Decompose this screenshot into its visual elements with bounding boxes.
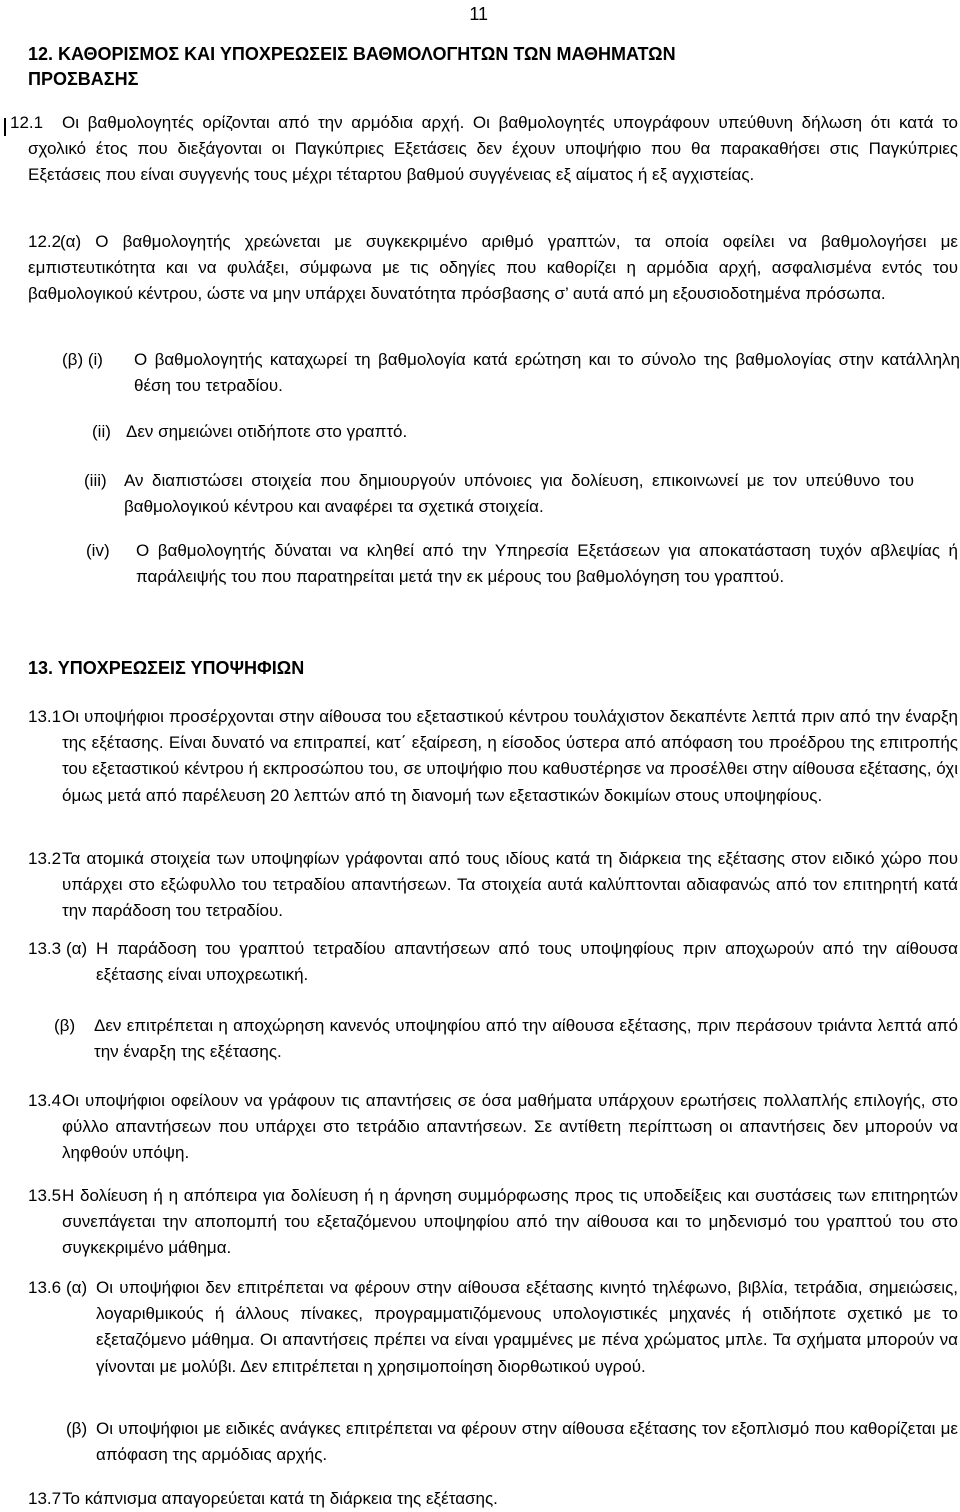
change-bar [4,118,6,136]
para-12-1-number: 12.1 [10,113,44,132]
para-12-2-b-i-text: Ο βαθμολογητής καταχωρεί τη βαθμολογία κατά ερώτηση και το σύνολο της βαθμολογίας στην κατάλληλη θέση του τετραδίου. [134,350,960,396]
para-13-3-a-text: Η παράδοση του γραπτού τετραδίου απαντήσεων από τους υποψηφίους πριν αποχωρούν από την αίθουσα εξέτασης είναι υποχρεωτική. [96,939,958,985]
para-13-5-text: Η δολίευση ή η απόπειρα για δολίευση ή η άρνηση συμμόρφωσης προς τις υποδείξεις και συστάσεις των επιτηρητών συνεπάγεται την αποπομπή του εξεταζόμενου υποψηφίου από την αίθουσα και το μηδενισμό του γραπτού του στο συγκεκριμένο μάθημα. [62,1186,958,1258]
para-13-2-number: 13.2 [28,849,62,868]
para-12-2-b-iii-text: Αν διαπιστώσει στοιχεία που δημιουργούν υπόνοιες για δολίευση, επικοινωνεί με τον υπεύθυνο του βαθμολογικού κέντρου και αναφέρει τα σχετικά στοιχεία. [124,471,914,517]
page-number: 11 [469,4,488,24]
para-13-2-text: Τα ατομικά στοιχεία των υποψηφίων γράφονται από τους ιδίους κατά τη διάρκεια της εξέτασης στον ειδικό χώρο που υπάρχει στο εξώφυλλο του τετραδίου απαντήσεων. Τα στοιχεία αυτά καλύπτονται αδιαφανώς από τον επιτηρητή κατά την παράδοση του τετραδίου. [62,849,958,921]
para-13-1-text: Οι υποψήφιοι προσέρχονται στην αίθουσα του εξεταστικού κέντρου τουλάχιστον δεκαπέντε λεπτά πριν από την έναρξη της εξέτασης. Είναι δυνατό να επιτραπεί, κατ΄ εξαίρεση, η είσοδος ύστερα από απόφαση του προέδρου της επιτροπής του εξεταστικού κέντρου ή εκπροσώπου του, σε υποψήφιο που καθυστέρησε να προσέλθει στην αίθουσα εξέτασης, όχι όμως μετά από παρέλευση 20 λεπτών από τη διανομή των εξεταστικών δοκιμίων στους υποψηφίους. [62,707,958,805]
para-13-4-number: 13.4 [28,1091,62,1110]
section-13-title: 13. ΥΠΟΧΡΕΩΣΕΙΣ ΥΠΟΨΗΦΙΩΝ [28,658,305,678]
para-13-5-number: 13.5 [28,1186,62,1205]
para-12-2-b-iv-text: Ο βαθμολογητής δύναται να κληθεί από την Υπηρεσία Εξετάσεων για αποκατάσταση τυχόν αβλεψίας ή παράλειψής του που παρατηρείται μετά την εκ μέρους του βαθμολόγηση του γραπτού. [136,541,958,587]
para-13-3-a-label: (α) [66,939,88,958]
para-13-3-b-label: (β) [54,1016,76,1035]
para-13-7-number: 13.7 [28,1489,62,1508]
para-13-3-number: 13.3 [28,939,62,958]
para-13-6-a-text: Οι υποψήφιοι δεν επιτρέπεται να φέρουν στην αίθουσα εξέτασης κινητό τηλέφωνο, βιβλία, τετράδια, σημειώσεις, λογαριθμικούς ή άλλους πίνακες, προγραμματιζόμενους υπολογιστικές μηχανές ή οτιδήποτε σχετικό με το εξεταζόμενο μάθημα. Οι απαντήσεις πρέπει να είναι γραμμένες με πένα χρώματος μπλε. Τα σχήματα μπορούν να γίνονται με μολύβι. Δεν επιτρέπεται η χρησιμοποίηση διορθωτικού υγρού. [96,1278,958,1376]
para-13-6-number: 13.6 [28,1278,62,1297]
para-13-1-number: 13.1 [28,707,62,726]
para-12-2-b-label: (β) (i) [62,350,103,369]
para-12-2-b-iv-label: (iv) [86,541,110,560]
para-13-3-b-text: Δεν επιτρέπεται η αποχώρηση κανενός υποψηφίου από την αίθουσα εξέτασης, πριν περάσουν τριάντα λεπτά από την έναρξη της εξέτασης. [94,1016,958,1062]
para-12-2-text: (α) Ο βαθμολογητής χρεώνεται με συγκεκριμένο αριθμό γραπτών, τα οποία οφείλει να βαθμολογήσει με εμπιστευτικότητα και να φυλάξει, σύμφωνα με τις οδηγίες που καθορίζει η αρμόδια αρχή, ασφαλισμένα εντός του βαθμολογικού κέντρου, ώστε να μην υπάρχει δυνατότητα πρόσβασης σ’ αυτά από μη εξουσιοδοτημένα πρόσωπα. [28,232,958,304]
section-12-title: 12. ΚΑΘΟΡΙΣΜΟΣ ΚΑΙ ΥΠΟΧΡΕΩΣΕΙΣ ΒΑΘΜΟΛΟΓΗΤΩΝ ΤΩΝ ΜΑΘΗΜΑΤΩΝ ΠΡΟΣΒΑΣΗΣ [28,44,676,89]
para-13-6-a-label: (α) [66,1278,88,1297]
para-13-7-text: Το κάπνισμα απαγορεύεται κατά τη διάρκεια της εξέτασης. [62,1489,498,1508]
para-12-2-b-ii-text: Δεν σημειώνει οτιδήποτε στο γραπτό. [126,422,408,441]
para-13-6-b-text: Οι υποψήφιοι με ειδικές ανάγκες επιτρέπεται να φέρουν στην αίθουσα εξέτασης τον εξοπλισμό που καθορίζεται με απόφαση της αρμόδιας αρχής. [96,1419,958,1465]
para-12-2-number: 12.2 [28,232,62,251]
para-12-2-b-ii-label: (ii) [92,422,111,441]
para-13-4-text: Οι υποψήφιοι οφείλουν να γράφουν τις απαντήσεις σε όσα μαθήματα υπάρχουν ερωτήσεις πολλαπλής επιλογής, στο φύλλο απαντήσεων που υπάρχει στο τετράδιο απαντήσεων. Σε αντίθετη περίπτωση οι απαντήσεις δεν μπορούν να ληφθούν υπόψη. [62,1091,958,1163]
para-12-2-b-iii-label: (iii) [84,471,107,490]
para-13-6-b-label: (β) [66,1419,88,1438]
para-12-1-text: Οι βαθμολογητές ορίζονται από την αρμόδια αρχή. Οι βαθμολογητές υπογράφουν υπεύθυνη δήλωση ότι κατά το σχολικό έτος που διεξάγονται οι Παγκύπριες Εξετάσεις δεν έχουν υποψήφιο που θα παρακαθήσει στις Παγκύπριες Εξετάσεις που είναι συγγενής τους μέχρι τέταρτου βαθμού συγγένειας εξ αίματος ή εξ αγχιστείας. [28,113,958,185]
